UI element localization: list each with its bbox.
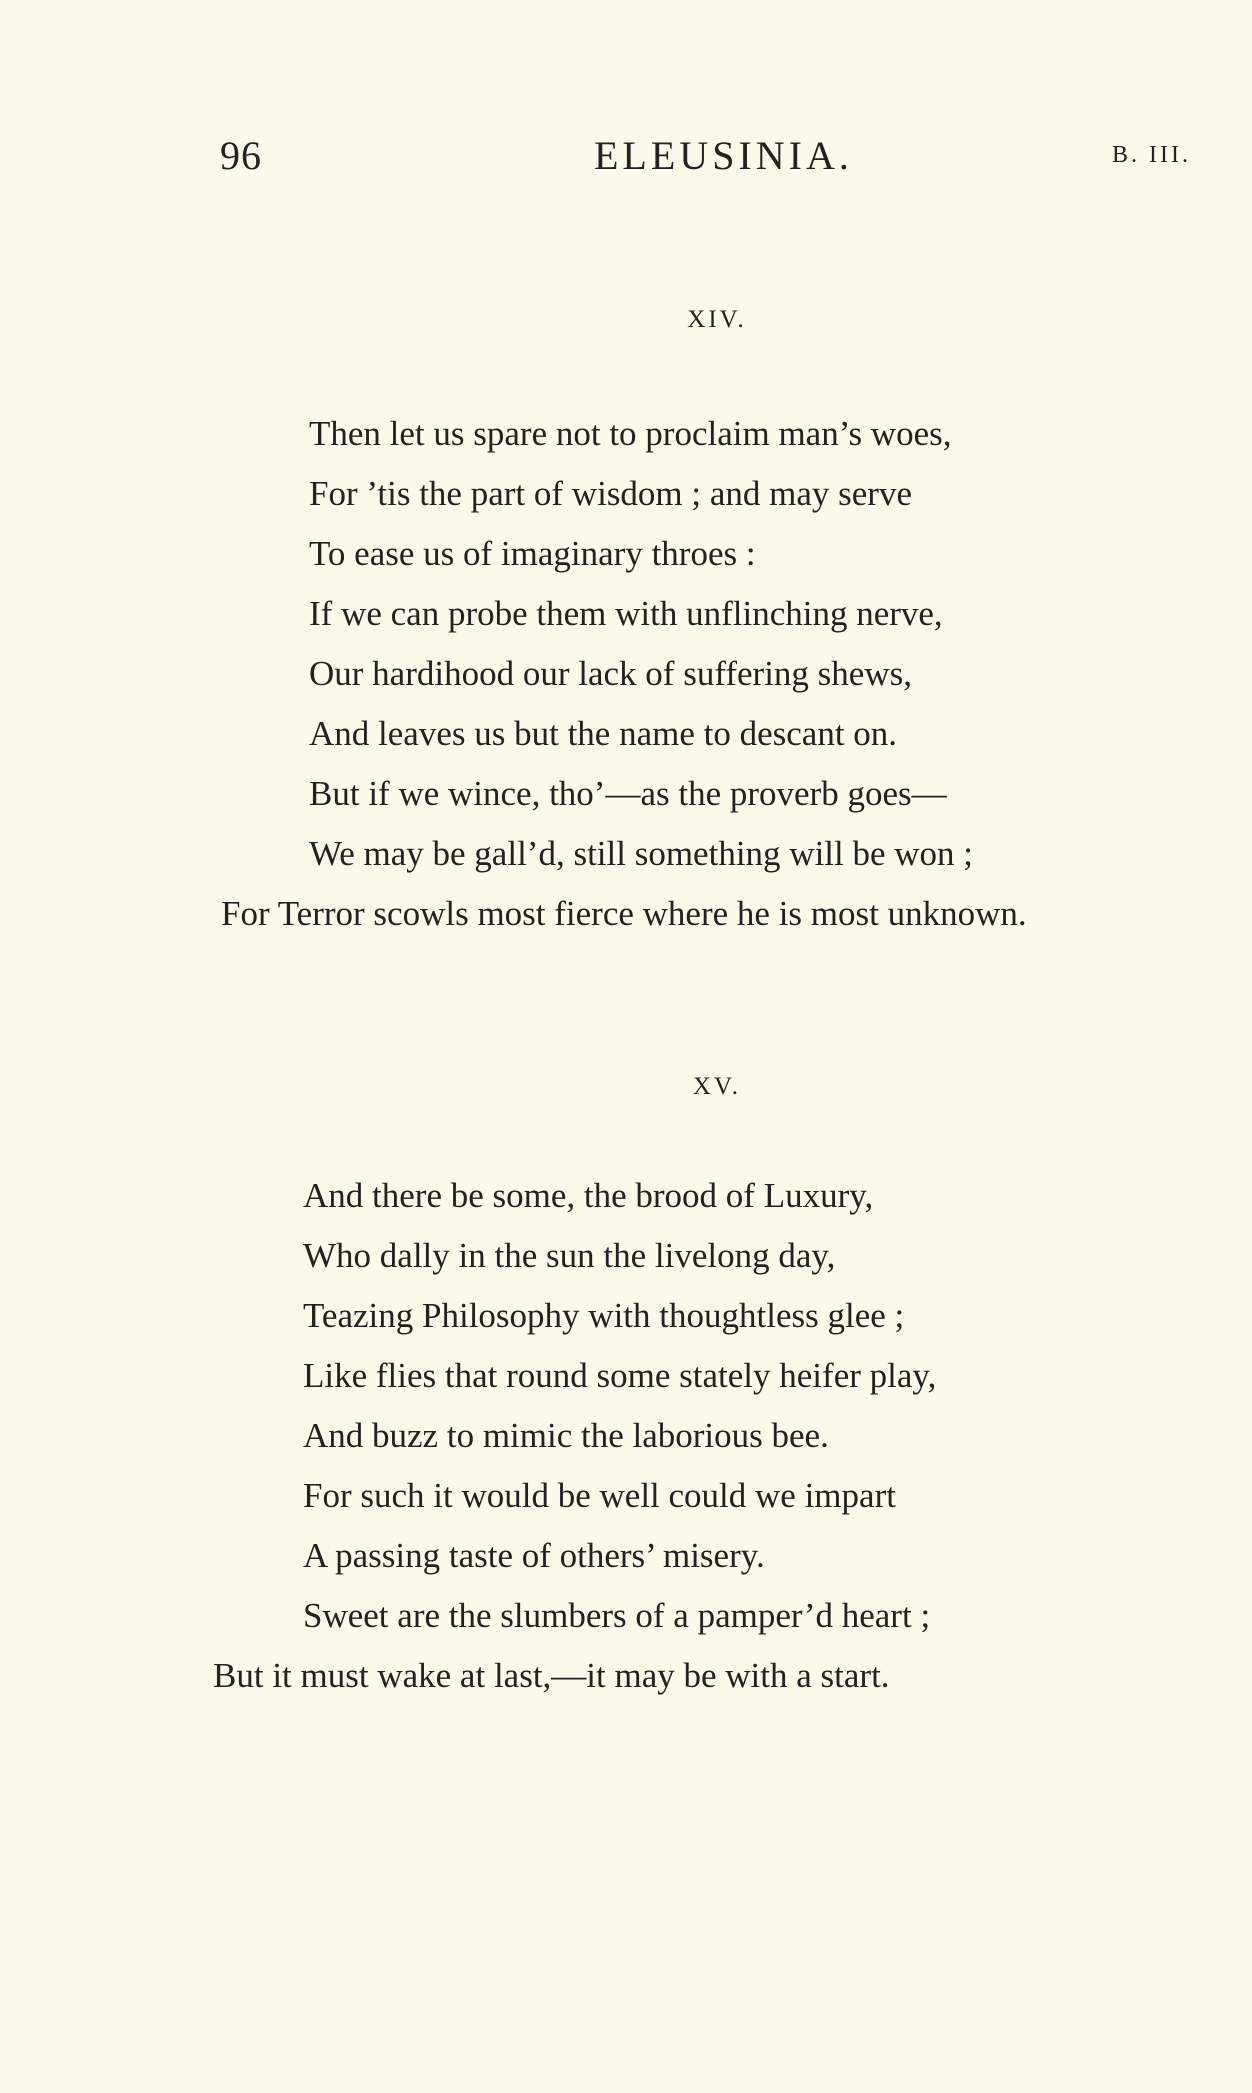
verse-line: Our hardihood our lack of suffering shews,	[309, 654, 912, 693]
verse-line: And buzz to mimic the laborious bee.	[303, 1416, 829, 1455]
verse-line: Like flies that round some stately heifer play,	[303, 1356, 937, 1395]
verse-line: To ease us of imaginary throes :	[309, 534, 756, 573]
verse-line: For such it would be well could we impart	[303, 1476, 896, 1515]
page-number: 96	[220, 133, 262, 178]
running-title: ELEUSINIA.	[594, 133, 853, 178]
verse-line: For Terror scowls most fierce where he is most unknown.	[221, 894, 1027, 933]
running-head	[0, 132, 1252, 182]
verse-line: If we can probe them with unflinching nerve,	[309, 594, 943, 633]
verse-line: Then let us spare not to proclaim man’s woes,	[309, 414, 952, 453]
verse-line: And leaves us but the name to descant on.	[309, 714, 898, 753]
stanza-numeral-xv: XV.	[692, 1073, 742, 1100]
verse-line: Teazing Philosophy with thoughtless glee ;	[303, 1296, 905, 1335]
verse-line: For ’tis the part of wisdom ; and may serve	[309, 474, 912, 513]
verse-line: And there be some, the brood of Luxury,	[303, 1176, 874, 1215]
stanza-numeral-xiv: XIV.	[687, 306, 747, 333]
verse-line: We may be gall’d, still something will be won ;	[309, 834, 974, 873]
verse-line: A passing taste of others’ misery.	[303, 1536, 765, 1575]
verse-line: But it must wake at last,—it may be with a start.	[213, 1656, 890, 1695]
book-reference: B. III.	[1112, 142, 1191, 168]
verse-line: But if we wince, tho’—as the proverb goes—	[309, 774, 947, 813]
verse-line: Who dally in the sun the livelong day,	[303, 1236, 836, 1275]
verse-line: Sweet are the slumbers of a pamper’d heart ;	[303, 1596, 931, 1635]
